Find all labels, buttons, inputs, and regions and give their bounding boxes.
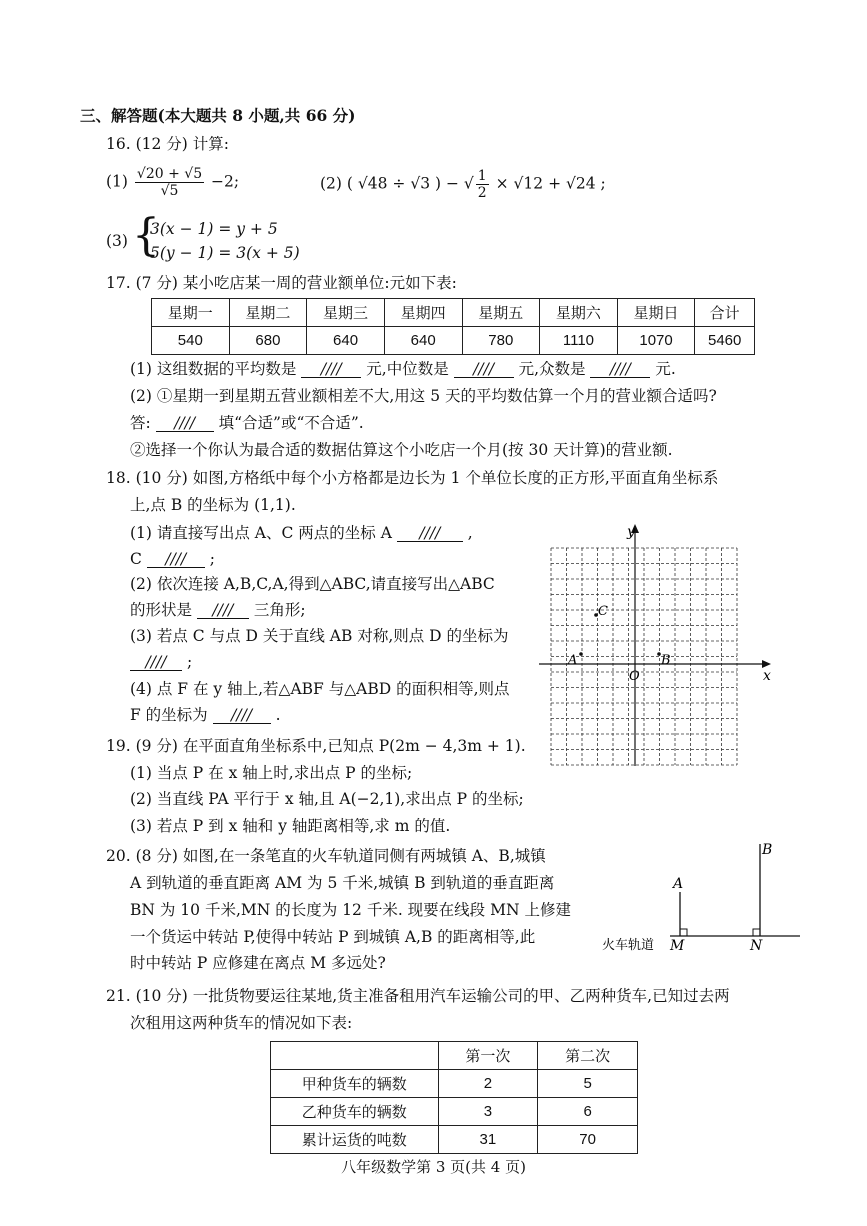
- table-header-cell: 星期日: [617, 299, 695, 327]
- table-cell: 540: [152, 327, 230, 355]
- table-header-cell: 星期五: [462, 299, 540, 327]
- x-axis-label: x: [763, 668, 771, 684]
- table-cell: 680: [229, 327, 307, 355]
- q16-p2-a: ( √48 ÷ √3 ) −: [346, 174, 459, 193]
- q18-shape-blank[interactable]: ////: [197, 602, 249, 619]
- q20-line3: BN 为 10 千米,MN 的长度为 12 千米. 现要在线段 MN 上修建: [130, 901, 571, 919]
- table-cell: 乙种货车的辆数: [271, 1098, 439, 1126]
- table-cell: 1070: [617, 327, 695, 355]
- q16-p3-label: (3): [106, 232, 128, 250]
- q18-p2-text: 的形状是: [130, 601, 193, 619]
- point-b-label: B: [661, 653, 671, 668]
- q17-answer-prefix: 答:: [130, 414, 151, 432]
- table-row: [271, 1126, 638, 1154]
- table-header-cell: 合计: [695, 299, 755, 327]
- q20-railway-figure: [600, 838, 805, 958]
- q18-c-blank[interactable]: ////: [147, 551, 205, 568]
- q17-mean-blank[interactable]: ////: [301, 361, 361, 378]
- q16-p2-label: (2): [320, 174, 342, 193]
- q18-p1-comma: ,: [467, 524, 473, 542]
- q17-part2-q2: ②选择一个你认为最合适的数据估算这个小吃店一个月(按 30 天计算)的营业额.: [130, 441, 673, 459]
- town-b-label: B: [762, 842, 773, 858]
- table-header-cell: 星期六: [540, 299, 618, 327]
- q16-p2-frac-den: 2: [477, 185, 487, 201]
- table-header-cell: 星期一: [152, 299, 230, 327]
- q16-p1-numerator: √20 + √5: [136, 166, 203, 182]
- q19-part2: (2) 当直线 PA 平行于 x 轴,且 A(−2,1),求出点 P 的坐标;: [130, 790, 524, 808]
- q20-line2: A 到轨道的垂直距离 AM 为 5 千米,城镇 B 到轨道的垂直距离: [130, 874, 555, 892]
- q18-part2-b: [130, 599, 306, 621]
- q16-part3: [106, 210, 406, 266]
- table-cell: 5: [538, 1070, 638, 1098]
- table-row: [271, 1070, 638, 1098]
- q18-p4-period: .: [275, 706, 281, 724]
- q18-part3: (3) 若点 C 与点 D 关于直线 AB 对称,则点 D 的坐标为: [130, 627, 509, 645]
- section-title: 三、解答题(本大题共 8 小题,共 66 分): [80, 106, 356, 125]
- q17-suitable-blank[interactable]: ////: [156, 415, 214, 432]
- table-cell: 1110: [540, 327, 618, 355]
- table-row: [271, 1098, 638, 1126]
- table-header-cell: [271, 1042, 439, 1070]
- q18-header2: 上,点 B 的坐标为 (1,1).: [130, 496, 296, 514]
- q16-header: 16. (12 分) 计算:: [106, 135, 229, 153]
- q21-truck-table: [270, 1041, 638, 1154]
- q18-part4: (4) 点 F 在 y 轴上,若△ABF 与△ABD 的面积相等,则点: [130, 680, 510, 698]
- table-header-cell: 第一次: [438, 1042, 538, 1070]
- q16-p1-label: (1): [106, 172, 128, 191]
- q17-part2: (2) ①星期一到星期五营业额相差不大,用这 5 天的平均数估算一个月的营业额合适吗?: [130, 387, 717, 405]
- q17-median-blank[interactable]: ////: [454, 361, 514, 378]
- q18-part1-c: [130, 548, 215, 570]
- table-header-cell: 星期四: [384, 299, 462, 327]
- q18-c-label: C: [130, 550, 142, 568]
- q18-d-blank[interactable]: ////: [130, 654, 182, 671]
- q21-line1: 21. (10 分) 一批货物要运往某地,货主准备租用汽车运输公司的甲、乙两种货车,已知过去两: [106, 987, 730, 1005]
- q17-p1-text-b: 元,中位数是: [366, 360, 449, 378]
- q20-line4: 一个货运中转站 P,使得中转站 P 到城镇 A,B 的距离相等,此: [130, 928, 536, 946]
- q16-p2-fraction: [476, 168, 489, 201]
- table-header-cell: 星期三: [307, 299, 385, 327]
- q19-part1: (1) 当点 P 在 x 轴上时,求出点 P 的坐标;: [130, 764, 413, 782]
- q19-header: 19. (9 分) 在平面直角坐标系中,已知点 P(2m − 4,3m + 1).: [106, 737, 526, 755]
- table-cell: 640: [384, 327, 462, 355]
- q18-p1-semicolon: ;: [209, 550, 215, 568]
- point-c-label: C: [598, 604, 608, 619]
- q17-mode-blank[interactable]: ////: [590, 361, 650, 378]
- q18-part1: [130, 522, 473, 544]
- q18-a-blank[interactable]: ////: [397, 525, 463, 542]
- railway-label: 火车轨道: [602, 938, 655, 953]
- q17-part1: [130, 358, 676, 380]
- town-a-label: A: [673, 876, 684, 892]
- q16-p1-fraction: [135, 166, 204, 199]
- q16-part1: [106, 166, 239, 206]
- table-cell: 甲种货车的辆数: [271, 1070, 439, 1098]
- q18-p2-tail: 三角形;: [253, 601, 306, 619]
- brace-icon: {: [132, 210, 160, 261]
- q18-coordinate-grid: [535, 518, 780, 770]
- right-angle-n-icon: [753, 929, 760, 936]
- page-footer: 八年级数学第 3 页(共 4 页): [341, 1158, 526, 1176]
- q18-f-blank[interactable]: ////: [213, 707, 271, 724]
- q17-p1-text-c: 元,众数是: [518, 360, 586, 378]
- table-cell: 累计运货的吨数: [271, 1126, 439, 1154]
- table-cell: 3: [438, 1098, 538, 1126]
- table-cell: 31: [438, 1126, 538, 1154]
- q17-part2-answer: [130, 412, 364, 434]
- q21-line2: 次租用这两种货车的情况如下表:: [130, 1014, 353, 1032]
- q18-part2: (2) 依次连接 A,B,C,A,得到△ABC,请直接写出△ABC: [130, 575, 495, 593]
- point-n-label: N: [750, 938, 763, 954]
- table-cell: 2: [438, 1070, 538, 1098]
- q18-part3-b: [130, 651, 192, 673]
- table-cell: 6: [538, 1098, 638, 1126]
- q17-sales-table: [151, 298, 755, 355]
- q20-line5: 时中转站 P 应修建在离点 M 多远处?: [130, 954, 386, 972]
- q18-p4-text: F 的坐标为: [130, 706, 208, 724]
- q17-p1-text-a: (1) 这组数据的平均数是: [130, 360, 297, 378]
- table-header-cell: 第二次: [538, 1042, 638, 1070]
- origin-label: O: [629, 669, 640, 684]
- table-header-row: [271, 1042, 638, 1070]
- q18-p3-semicolon: ;: [186, 653, 193, 671]
- q19-part3: (3) 若点 P 到 x 轴和 y 轴距离相等,求 m 的值.: [130, 817, 451, 835]
- q16-part2: (2) ( √48 ÷ √3 ) − √ $\frac{1}{2}$ × √12 + √24 ;: [320, 168, 606, 201]
- table-header-cell: 星期二: [229, 299, 307, 327]
- table-row: [152, 327, 755, 355]
- point-m-label: M: [670, 938, 685, 954]
- q16-p2-frac-num: 1: [477, 168, 487, 184]
- q18-p1-text: (1) 请直接写出点 A、C 两点的坐标 A: [130, 524, 392, 542]
- table-cell: 70: [538, 1126, 638, 1154]
- q16-p3-eq1: 3(x − 1) = y + 5: [150, 220, 278, 238]
- right-angle-m-icon: [680, 929, 687, 936]
- q16-p2-b: × √12 + √24 ;: [495, 174, 606, 193]
- q16-p1-tail: −2;: [211, 172, 240, 191]
- table-cell: 780: [462, 327, 540, 355]
- q16-p3-eq2: 5(y − 1) = 3(x + 5): [150, 244, 300, 262]
- q18-part4-b: [130, 704, 281, 726]
- q20-line1: 20. (8 分) 如图,在一条笔直的火车轨道同侧有两城镇 A、B,城镇: [106, 847, 546, 865]
- point-a-label: A: [568, 653, 578, 668]
- q17-answer-hint: 填“合适”或“不合适”.: [218, 414, 364, 432]
- x-axis-arrow-icon: [762, 660, 771, 668]
- q17-p1-text-d: 元.: [655, 360, 676, 378]
- y-axis-label: y: [627, 524, 635, 540]
- q16-p1-denominator: √5: [160, 183, 179, 199]
- q17-header: 17. (7 分) 某小吃店某一周的营业额单位:元如下表:: [106, 274, 457, 292]
- table-cell: 5460: [695, 327, 755, 355]
- q18-header: 18. (10 分) 如图,方格纸中每个小方格都是边长为 1 个单位长度的正方形,平面直角坐标系: [106, 469, 719, 487]
- table-header-row: [152, 299, 755, 327]
- table-cell: 640: [307, 327, 385, 355]
- point-a: [579, 652, 583, 656]
